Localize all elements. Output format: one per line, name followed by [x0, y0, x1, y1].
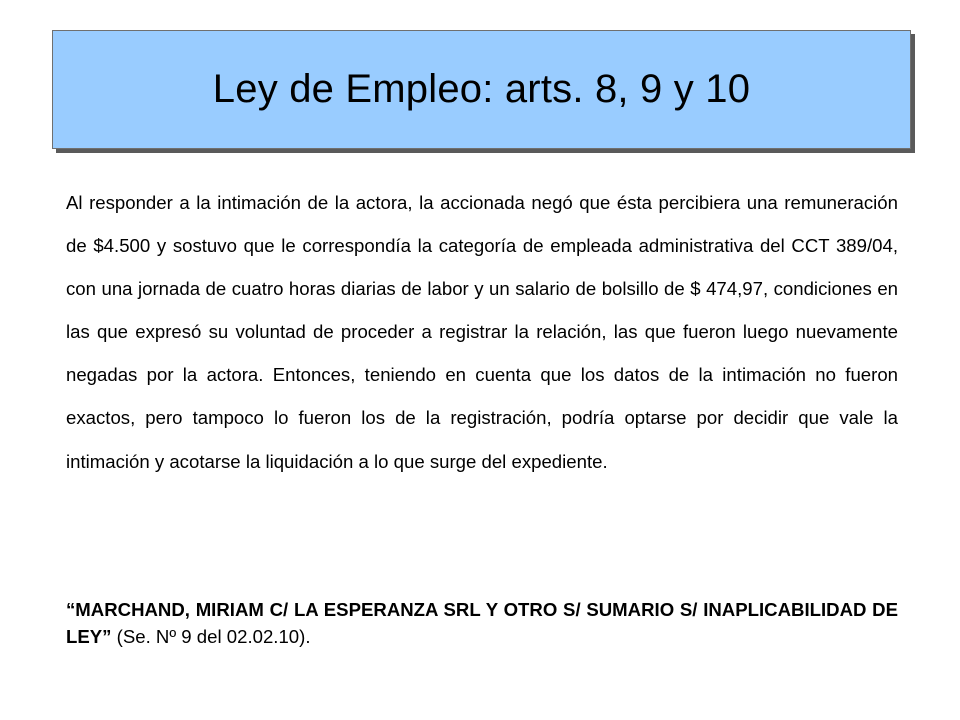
title-box [52, 30, 911, 149]
slide-title: Ley de Empleo: arts. 8, 9 y 10 [212, 67, 751, 111]
case-citation [66, 596, 898, 650]
case-name: “MARCHAND, MIRIAM C/ LA ESPERANZA SRL Y OTRO S/ SUMARIO S/ INAPLICABILIDAD DE LEY” [66, 599, 898, 647]
body-paragraph: Al responder a la intimación de la actora, la accionada negó que ésta percibiera una remuneración de $4.500 y sostuvo que le correspondía la categoría de empleada administrativa del CCT 389/04, con una jornada de cuatro horas diarias de labor y un salario de bolsillo de $ 474,97, condiciones en las que expresó su voluntad de proceder a registrar la relación, las que fueron luego nuevamente negadas por la actora. Entonces, teniendo en cuenta que los datos de la intimación no fueron exactos, pero tampoco lo fueron los de la registración, podría optarse por decidir que vale la intimación y acotarse la liquidación a lo que surge del expediente. [66, 192, 898, 472]
case-reference: (Se. Nº 9 del 02.02.10). [111, 626, 311, 647]
